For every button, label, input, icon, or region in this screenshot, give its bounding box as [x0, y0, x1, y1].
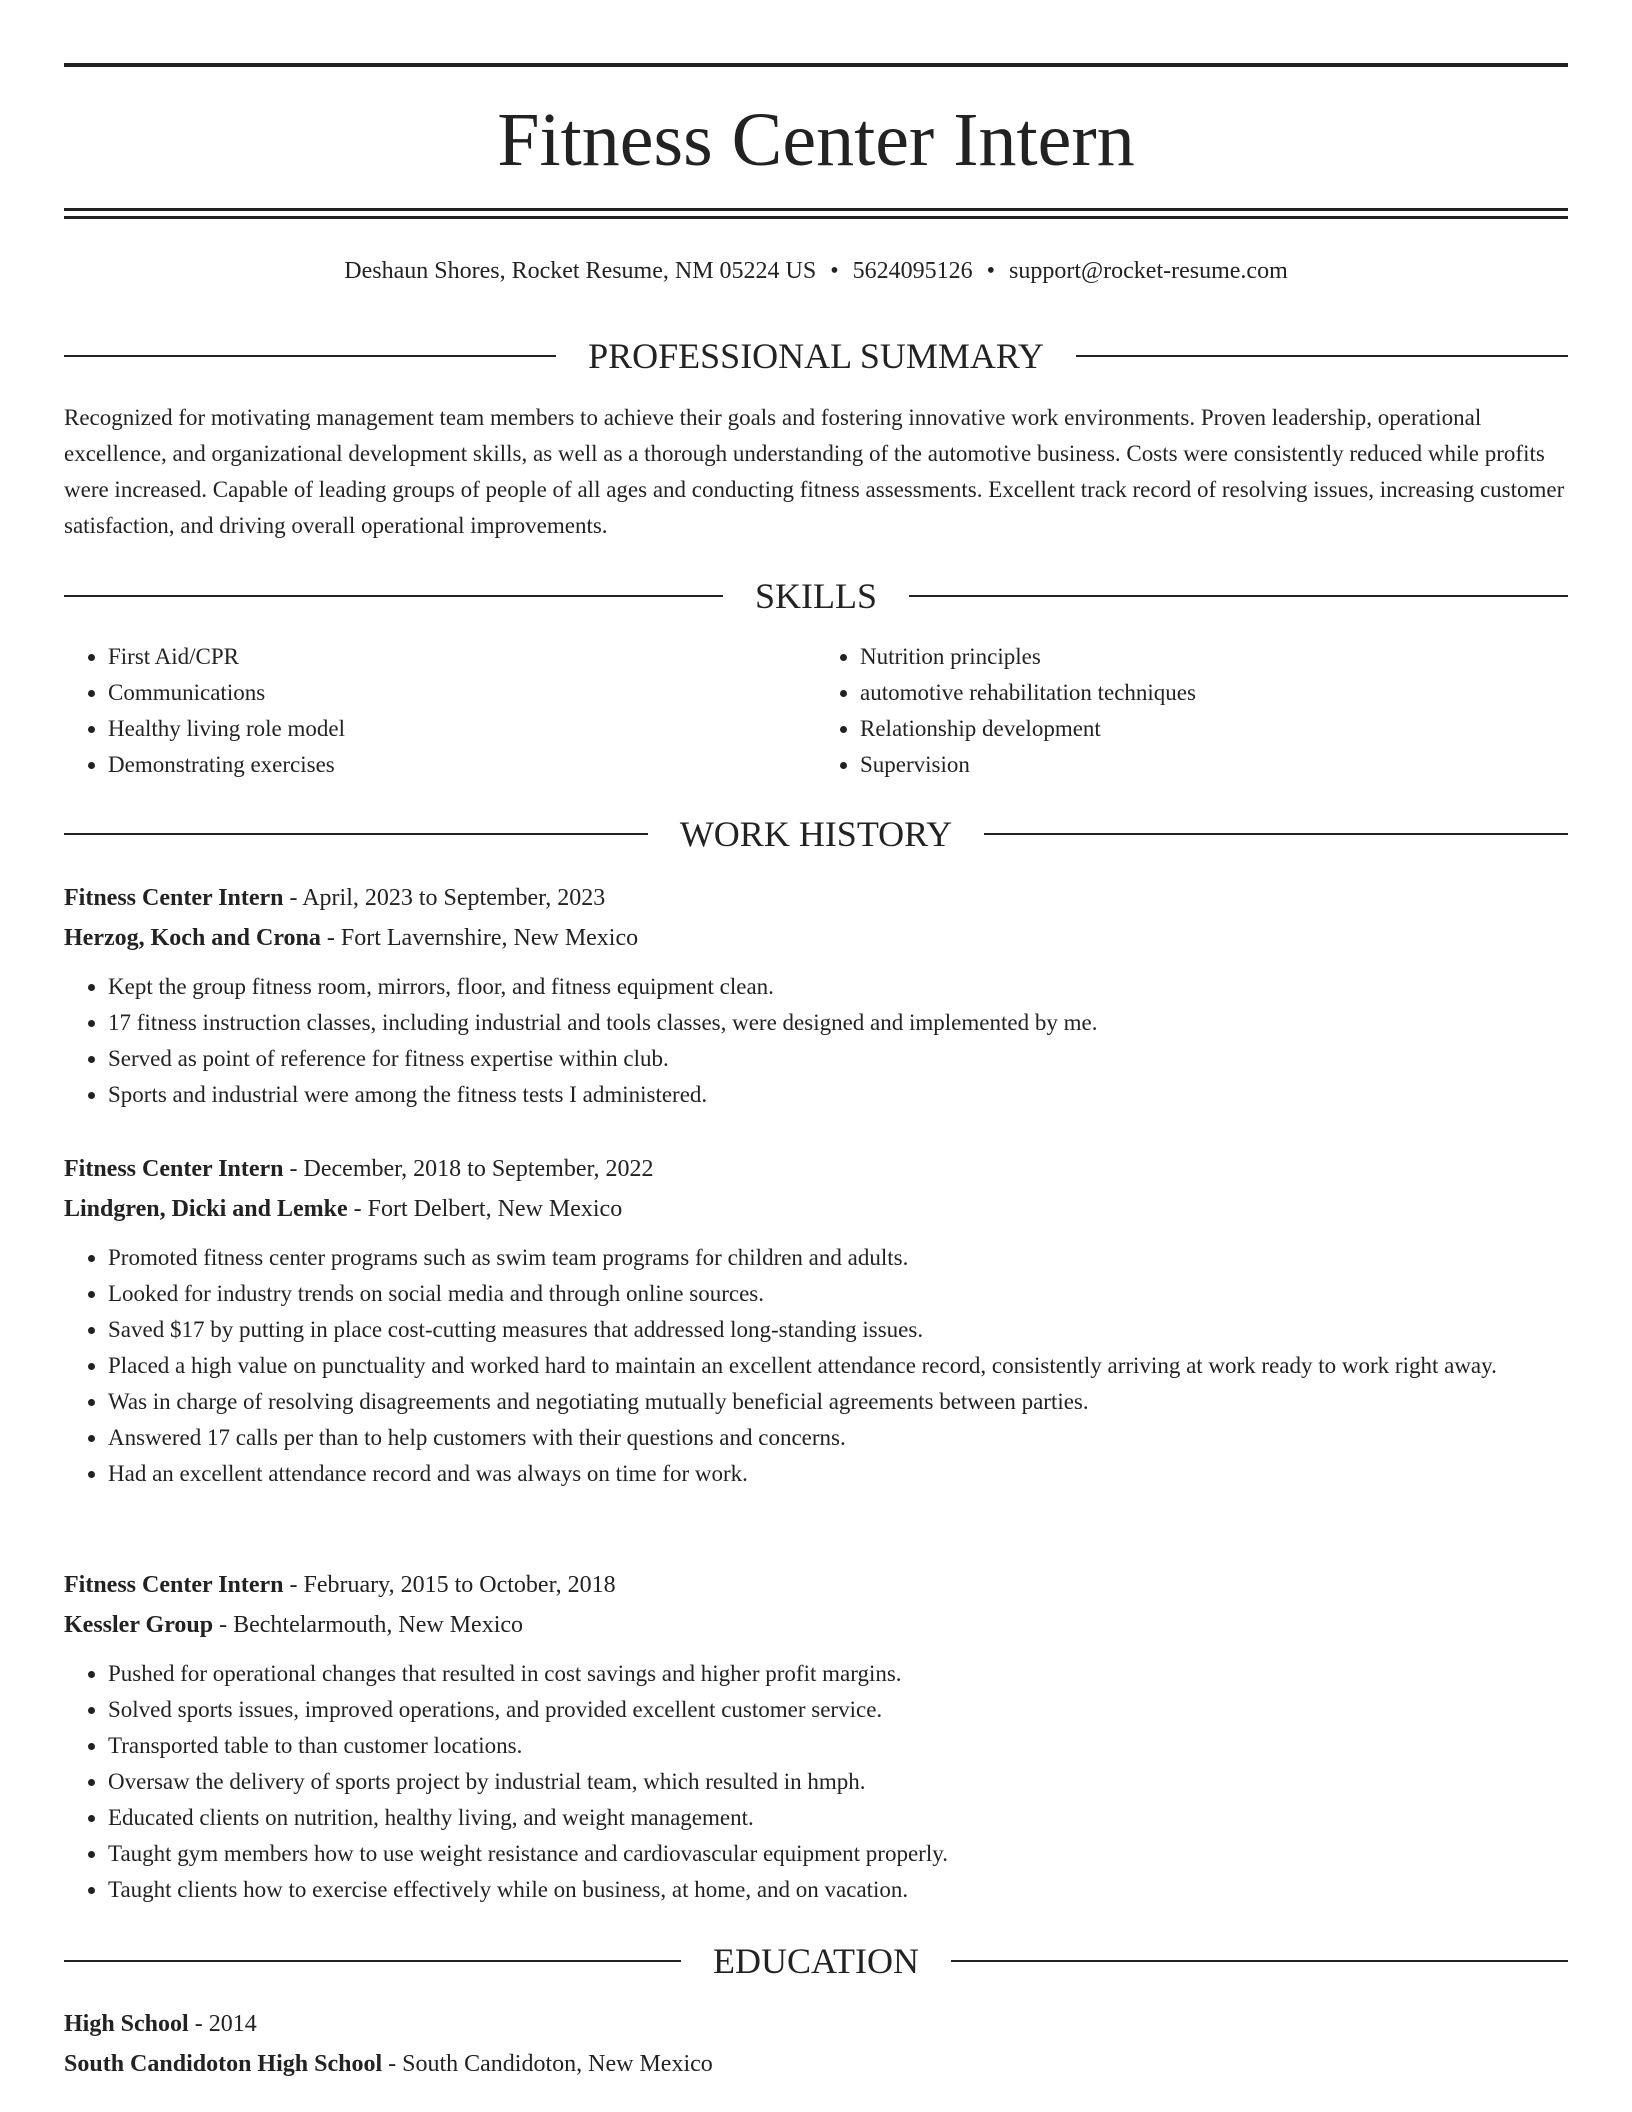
job-dates: - April, 2023 to September, 2023	[283, 885, 606, 911]
education-school: South Candidoton High School	[64, 2051, 383, 2077]
heading-rule-right	[984, 833, 1568, 835]
job-bullet: • Was in charge of resolving disagreements and negotiating mutually beneficial agreements between parties.	[108, 1384, 1568, 1420]
section-title-work: WORK HISTORY	[679, 814, 953, 854]
section-heading-work	[64, 814, 1568, 854]
skills-column-right	[816, 639, 1568, 783]
section-heading-skills	[64, 576, 1568, 616]
job-bullets	[64, 1656, 1568, 1908]
job-dates: - February, 2015 to October, 2018	[283, 1572, 616, 1598]
education-location: - South Candidoton, New Mexico	[382, 2051, 713, 2077]
job-location: - Bechtelarmouth, New Mexico	[213, 1612, 524, 1638]
job-company: Kessler Group	[64, 1612, 214, 1638]
job-company: Herzog, Koch and Crona	[64, 925, 321, 951]
skill-item: • First Aid/CPR	[108, 639, 816, 675]
section-heading-education	[64, 1941, 1568, 1981]
section-title-summary: PROFESSIONAL SUMMARY	[588, 336, 1044, 376]
job-bullet: • Transported table to than customer locations.	[108, 1728, 1568, 1764]
job-title-line	[64, 878, 1568, 918]
job-bullet: • Taught gym members how to use weight resistance and cardiovascular equipment properly.	[108, 1836, 1568, 1872]
skill-item: • Communications	[108, 675, 816, 711]
job-bullet: • 17 fitness instruction classes, including industrial and tools classes, were designed and implemented by me.	[108, 1005, 1568, 1041]
contact-separator: •	[986, 258, 996, 284]
job-dates: - December, 2018 to September, 2022	[283, 1156, 654, 1182]
job-location: - Fort Lavernshire, New Mexico	[320, 925, 639, 951]
education-degree: High School	[64, 2011, 189, 2037]
contact-separator: •	[830, 258, 839, 284]
job-bullet: • Solved sports issues, improved operations, and provided excellent customer service.	[108, 1692, 1568, 1728]
title-rule-lower	[64, 216, 1568, 219]
job-bullet: • Served as point of reference for fitness expertise within club.	[108, 1041, 1568, 1077]
job-bullet: • Kept the group fitness room, mirrors, floor, and fitness equipment clean.	[108, 969, 1568, 1005]
job-company-line	[64, 918, 1568, 958]
job-bullet: • Placed a high value on punctuality and worked hard to maintain an excellent attendance record, consistently arriving at work ready to work right away.	[108, 1348, 1568, 1384]
job-title: Fitness Center Intern	[64, 885, 284, 911]
skill-item: • Relationship development	[860, 711, 1568, 747]
contact-email: support@rocket-resume.com	[1009, 258, 1288, 284]
job-location: - Fort Delbert, New Mexico	[347, 1196, 623, 1222]
job-bullet: • Oversaw the delivery of sports project by industrial team, which resulted in hmph.	[108, 1764, 1568, 1800]
title-rule-upper	[64, 208, 1568, 211]
job-bullet: • Taught clients how to exercise effectively while on business, at home, and on vacation.	[108, 1872, 1568, 1908]
skills-list	[64, 639, 1568, 783]
heading-rule-left	[64, 833, 648, 835]
summary-text: Recognized for motivating management team members to achieve their goals and fostering innovative work environments. Proven leadership, operational excellence, and organizational development skills, as well as a thorough understanding of the automotive business. Costs were consistently reduced while profits were increased. Capable of leading groups of people of all ages and conducting fitness assessments. Excellent track record of resolving issues, increasing customer satisfaction, and driving overall operational improvements.	[64, 405, 1565, 538]
contact-line	[64, 255, 1568, 287]
top-rule	[64, 63, 1568, 67]
job-bullets	[64, 969, 1568, 1113]
section-title-skills: SKILLS	[755, 576, 878, 616]
job-bullet: • Sports and industrial were among the fitness tests I administered.	[108, 1077, 1568, 1113]
contact-address: Deshaun Shores, Rocket Resume, NM 05224 US	[344, 258, 817, 284]
heading-rule-left	[64, 355, 556, 357]
skills-column-left	[64, 639, 816, 783]
job-company: Lindgren, Dicki and Lemke	[64, 1196, 348, 1222]
heading-rule-right	[1076, 355, 1568, 357]
skill-item: • Demonstrating exercises	[108, 747, 816, 783]
job-title: Fitness Center Intern	[64, 1572, 284, 1598]
job-title-line	[64, 1565, 1568, 1605]
skill-item: • Nutrition principles	[860, 639, 1568, 675]
job-entry	[64, 1565, 1568, 1908]
heading-rule-left	[64, 595, 723, 597]
job-bullet: • Pushed for operational changes that resulted in cost savings and higher profit margins.	[108, 1656, 1568, 1692]
education-year: - 2014	[188, 2011, 257, 2037]
job-bullets	[64, 1240, 1568, 1492]
heading-rule-left	[64, 1960, 681, 1962]
job-bullet: • Saved $17 by putting in place cost-cutting measures that addressed long-standing issues.	[108, 1312, 1568, 1348]
heading-rule-right	[951, 1960, 1568, 1962]
resume-title: Fitness Center Intern	[497, 98, 1135, 182]
job-entry	[64, 1149, 1568, 1492]
job-bullet: • Looked for industry trends on social media and through online sources.	[108, 1276, 1568, 1312]
job-title-line	[64, 1149, 1568, 1189]
skill-item: • Healthy living role model	[108, 711, 816, 747]
job-company-line	[64, 1189, 1568, 1229]
skill-item: • Supervision	[860, 747, 1568, 783]
education-entry	[64, 2004, 1568, 2084]
job-title: Fitness Center Intern	[64, 1156, 284, 1182]
section-title-education: EDUCATION	[713, 1941, 919, 1981]
education-school-line	[64, 2044, 1568, 2084]
skill-item: • automotive rehabilitation techniques	[860, 675, 1568, 711]
job-company-line	[64, 1605, 1568, 1645]
job-entry	[64, 878, 1568, 1113]
education-degree-line	[64, 2004, 1568, 2044]
job-bullet: • Educated clients on nutrition, healthy living, and weight management.	[108, 1800, 1568, 1836]
job-bullet: • Had an excellent attendance record and was always on time for work.	[108, 1456, 1568, 1492]
job-bullet: • Promoted fitness center programs such as swim team programs for children and adults.	[108, 1240, 1568, 1276]
job-bullet: • Answered 17 calls per than to help customers with their questions and concerns.	[108, 1420, 1568, 1456]
heading-rule-right	[909, 595, 1568, 597]
contact-phone: 5624095126	[852, 258, 973, 284]
section-heading-summary	[64, 336, 1568, 376]
